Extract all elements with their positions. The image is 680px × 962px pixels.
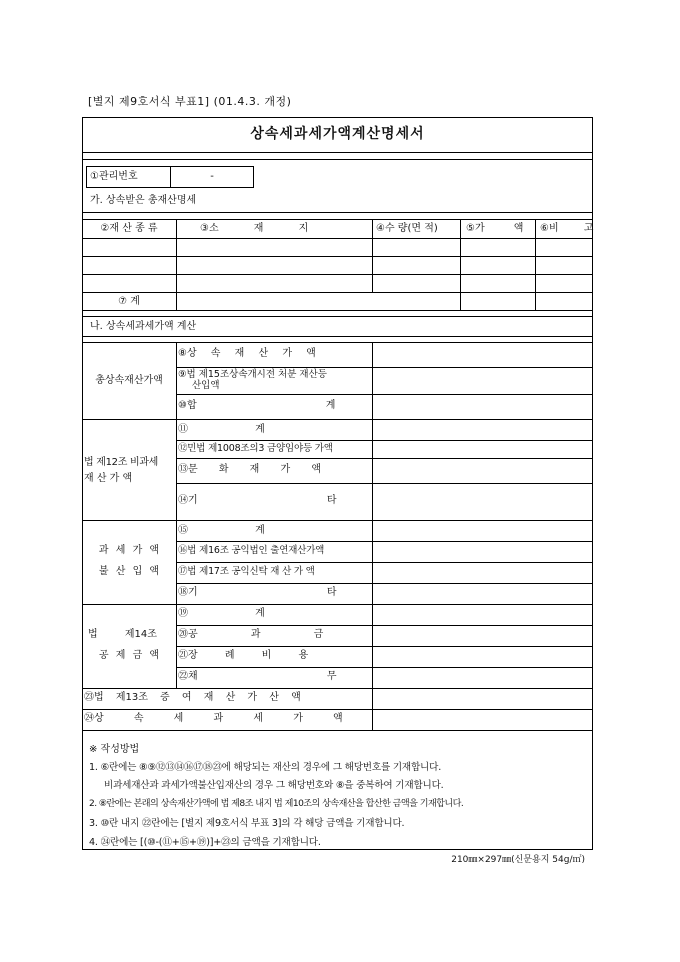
note-3: 3. ⑩란 내지 ㉒란에는 [별지 제9호서식 부표 3]의 각 해당 금액을 기재합니다.: [89, 818, 405, 829]
rule: [176, 440, 593, 441]
form-title: 상속세과세가액계산명세서: [250, 126, 425, 142]
item-20: ⑳공 과 금: [178, 629, 324, 640]
item-15: ⑮ 계: [178, 525, 265, 536]
rule: [176, 342, 177, 688]
rule: [82, 310, 593, 311]
rule: [176, 562, 593, 563]
item-21: ㉑장 례 비 용: [178, 650, 309, 661]
item-14: ⑭기 타: [178, 495, 337, 506]
col-asset-location: ③소 재 지: [200, 223, 309, 234]
form-header: [별지 제9호서식 부표1] (01.4.3. 개정): [88, 95, 292, 108]
item-19: ⑲ 계: [178, 608, 265, 619]
item-11: ⑪ 계: [178, 424, 265, 435]
item-12: ⑫민법 제1008조의3 금양임야등 가액: [178, 443, 333, 454]
rule: [176, 458, 593, 459]
rule: [372, 342, 373, 730]
rule: [82, 274, 593, 275]
item-8: ⑧상 속 재 산 가 액: [178, 348, 316, 359]
item-13: ⑬문 화 재 가 액: [178, 464, 322, 475]
item-17: ⑰법 제17조 공익신탁 재 산 가 액: [178, 566, 315, 577]
group-nontaxable-2: 재 산 가 액: [84, 473, 133, 484]
group-excluded-2: 불 산 입 액: [98, 566, 160, 577]
rule: [535, 219, 536, 310]
note-1: 1. ⑥란에는 ⑧⑨⑫⑬⑭⑯⑰⑱㉓에 해당되는 재산의 경우에 그 해당번호를 기재합니다.: [89, 762, 442, 773]
rule: [176, 625, 593, 626]
asset-total-label: ⑦ 계: [118, 296, 140, 307]
rule: [176, 541, 593, 542]
item-16: ⑯법 제16조 공익법인 출연재산가액: [178, 545, 325, 556]
group-deduction-1: 법 제14조: [88, 629, 157, 640]
rule: [82, 292, 593, 293]
rule: [176, 367, 593, 368]
rule: [82, 419, 593, 420]
rule: [176, 667, 593, 668]
rule: [82, 238, 593, 239]
mgmt-label: ①관리번호: [90, 171, 138, 182]
rule: [82, 316, 593, 317]
rule: [82, 256, 593, 257]
rule: [176, 483, 593, 484]
rule: [82, 212, 593, 213]
note-4: 4. ㉔란에는 [(⑩-(⑪+⑮+⑲)]+㉓의 금액을 기재합니다.: [89, 837, 321, 848]
item-22: ㉒채 무: [178, 671, 337, 682]
col-asset-kind: ②재 산 종 류: [100, 223, 158, 234]
mgmt-value[interactable]: -: [210, 171, 214, 182]
note-2: 2. ⑧란에는 본래의 상속재산가액에 법 제8조 내지 법 제10조의 상속재산을 합산한 금액을 기재합니다.: [89, 799, 464, 809]
rule: [82, 520, 593, 521]
rule: [82, 219, 593, 220]
col-asset-price: ⑤가 액: [466, 223, 524, 234]
rule: [82, 336, 593, 337]
rule: [176, 219, 177, 310]
item-23: ㉓법 제13조 증 여 재 산 가 산 액: [84, 692, 301, 703]
notes-heading: ※ 작성방법: [89, 744, 140, 755]
item-9a: ⑨법 제15조상속개시전 처분 재산등: [178, 369, 327, 380]
group-excluded-1: 과 세 가 액: [98, 545, 160, 556]
rule: [82, 688, 593, 689]
item-9b: 산입액: [192, 380, 220, 391]
paper-spec: 210㎜×297㎜(신문용지 54g/㎡): [451, 855, 585, 865]
rule: [82, 709, 593, 710]
rule: [82, 152, 593, 153]
rule: [82, 730, 593, 731]
item-10: ⑩합 계: [178, 400, 336, 411]
group-nontaxable-1: 법 제12조 비과세: [84, 457, 159, 468]
section-b-title: 나. 상속세과세가액 계산: [90, 321, 197, 332]
note-1b: 비과세재산과 과세가액불산입재산의 경우 그 해당번호와 ⑧을 중복하여 기재합니다.: [104, 780, 444, 791]
rule: [82, 159, 593, 160]
rule: [82, 342, 593, 343]
item-24: ㉔상 속 세 과 세 가 액: [84, 713, 343, 724]
rule: [176, 394, 593, 395]
rule: [82, 604, 593, 605]
group-deduction-2: 공 제 금 액: [98, 650, 160, 661]
rule: [176, 583, 593, 584]
item-18: ⑱기 타: [178, 587, 337, 598]
rule: [176, 646, 593, 647]
rule: [460, 219, 461, 310]
col-asset-note: ⑥비 고: [540, 223, 594, 234]
section-a-title: 가. 상속받은 총재산명세: [90, 195, 197, 206]
col-asset-quantity: ④수 량(면 적): [376, 223, 438, 234]
rule: [372, 219, 373, 292]
group-total-assets: 총상속재산가액: [95, 375, 163, 386]
